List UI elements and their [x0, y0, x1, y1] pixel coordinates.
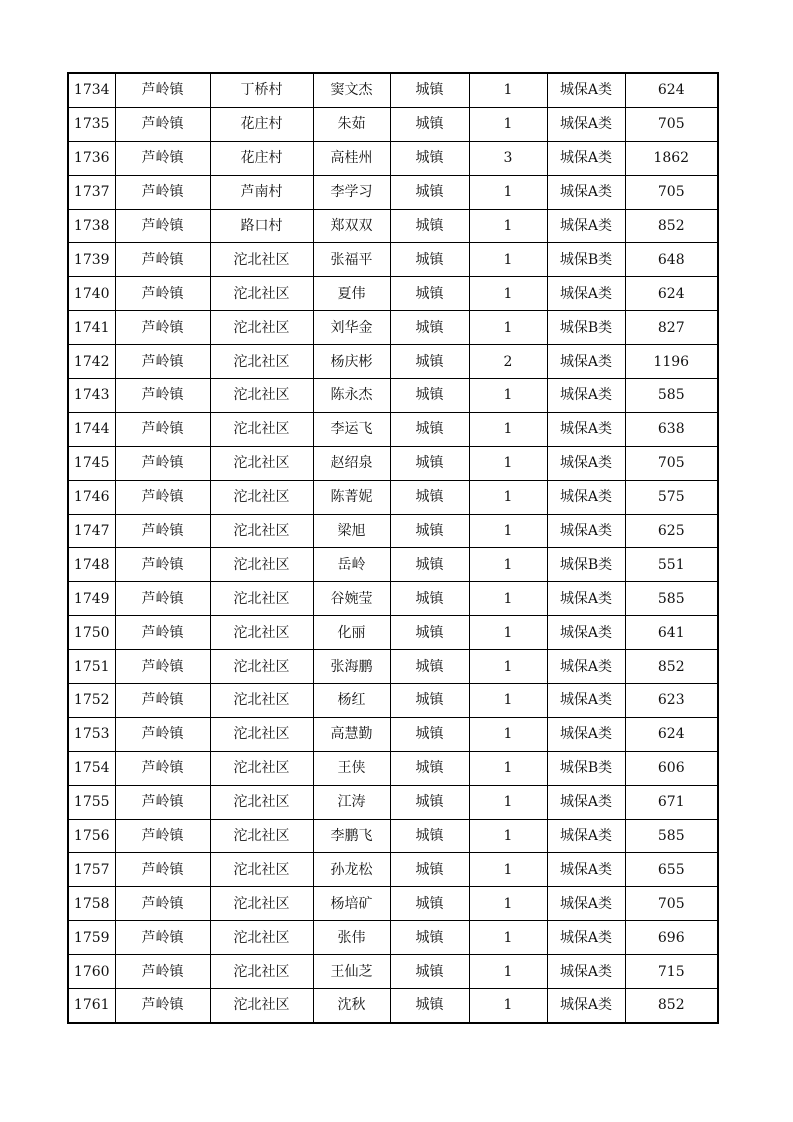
- town-cell: 芦岭镇: [115, 717, 210, 751]
- town-cell: 芦岭镇: [115, 311, 210, 345]
- name-cell: 李学习: [313, 175, 390, 209]
- insurance-category-cell: 城保B类: [547, 243, 625, 277]
- insurance-category-cell: 城保A类: [547, 141, 625, 175]
- village-cell: 花庄村: [210, 141, 313, 175]
- town-cell: 芦岭镇: [115, 955, 210, 989]
- name-cell: 夏伟: [313, 277, 390, 311]
- row-number: 1749: [68, 582, 115, 616]
- amount-cell: 625: [625, 514, 718, 548]
- household-size-cell: 1: [469, 412, 547, 446]
- amount-cell: 585: [625, 582, 718, 616]
- residence-type-cell: 城镇: [390, 73, 469, 107]
- village-cell: 沱北社区: [210, 311, 313, 345]
- table-row: [68, 311, 718, 345]
- residence-type-cell: 城镇: [390, 175, 469, 209]
- village-cell: 沱北社区: [210, 751, 313, 785]
- village-cell: 沱北社区: [210, 887, 313, 921]
- residence-type-cell: 城镇: [390, 379, 469, 413]
- row-number: 1745: [68, 446, 115, 480]
- insurance-category-cell: 城保A类: [547, 446, 625, 480]
- residence-type-cell: 城镇: [390, 277, 469, 311]
- amount-cell: 852: [625, 650, 718, 684]
- row-number: 1739: [68, 243, 115, 277]
- row-number: 1742: [68, 345, 115, 379]
- name-cell: 化丽: [313, 616, 390, 650]
- village-cell: 沱北社区: [210, 514, 313, 548]
- village-cell: 沱北社区: [210, 446, 313, 480]
- insurance-category-cell: 城保A类: [547, 819, 625, 853]
- table-row: [68, 514, 718, 548]
- household-size-cell: 1: [469, 853, 547, 887]
- residence-type-cell: 城镇: [390, 548, 469, 582]
- household-size-cell: 1: [469, 616, 547, 650]
- amount-cell: 827: [625, 311, 718, 345]
- table-row: [68, 650, 718, 684]
- row-number: 1751: [68, 650, 115, 684]
- table-body: [68, 73, 718, 1023]
- village-cell: 沱北社区: [210, 989, 313, 1023]
- row-number: 1754: [68, 751, 115, 785]
- row-number: 1746: [68, 480, 115, 514]
- name-cell: 陈菁妮: [313, 480, 390, 514]
- residence-type-cell: 城镇: [390, 311, 469, 345]
- amount-cell: 575: [625, 480, 718, 514]
- row-number: 1750: [68, 616, 115, 650]
- town-cell: 芦岭镇: [115, 480, 210, 514]
- insurance-category-cell: 城保A类: [547, 717, 625, 751]
- household-size-cell: 1: [469, 751, 547, 785]
- residence-type-cell: 城镇: [390, 819, 469, 853]
- household-size-cell: 1: [469, 955, 547, 989]
- row-number: 1761: [68, 989, 115, 1023]
- insurance-category-cell: 城保A类: [547, 514, 625, 548]
- village-cell: 沱北社区: [210, 785, 313, 819]
- household-size-cell: 1: [469, 446, 547, 480]
- amount-cell: 641: [625, 616, 718, 650]
- insurance-category-cell: 城保B类: [547, 311, 625, 345]
- residence-type-cell: 城镇: [390, 514, 469, 548]
- village-cell: 沱北社区: [210, 853, 313, 887]
- town-cell: 芦岭镇: [115, 277, 210, 311]
- name-cell: 王仙芝: [313, 955, 390, 989]
- village-cell: 沱北社区: [210, 684, 313, 718]
- village-cell: 沱北社区: [210, 717, 313, 751]
- table-row: [68, 853, 718, 887]
- name-cell: 李运飞: [313, 412, 390, 446]
- village-cell: 沱北社区: [210, 243, 313, 277]
- row-number: 1753: [68, 717, 115, 751]
- town-cell: 芦岭镇: [115, 141, 210, 175]
- residence-type-cell: 城镇: [390, 684, 469, 718]
- name-cell: 郑双双: [313, 209, 390, 243]
- town-cell: 芦岭镇: [115, 616, 210, 650]
- table-row: [68, 955, 718, 989]
- table-row: [68, 717, 718, 751]
- table-row: [68, 989, 718, 1023]
- amount-cell: 696: [625, 921, 718, 955]
- name-cell: 高慧勤: [313, 717, 390, 751]
- residence-type-cell: 城镇: [390, 582, 469, 616]
- insurance-category-cell: 城保A类: [547, 480, 625, 514]
- residence-type-cell: 城镇: [390, 107, 469, 141]
- insurance-category-cell: 城保A类: [547, 989, 625, 1023]
- name-cell: 沈秋: [313, 989, 390, 1023]
- name-cell: 岳岭: [313, 548, 390, 582]
- table-row: [68, 243, 718, 277]
- row-number: 1735: [68, 107, 115, 141]
- insurance-category-cell: 城保A类: [547, 616, 625, 650]
- table-row: [68, 921, 718, 955]
- table-row: [68, 412, 718, 446]
- amount-cell: 655: [625, 853, 718, 887]
- table-row: [68, 277, 718, 311]
- row-number: 1740: [68, 277, 115, 311]
- row-number: 1748: [68, 548, 115, 582]
- amount-cell: 624: [625, 277, 718, 311]
- town-cell: 芦岭镇: [115, 751, 210, 785]
- town-cell: 芦岭镇: [115, 887, 210, 921]
- insurance-category-cell: 城保A类: [547, 345, 625, 379]
- row-number: 1737: [68, 175, 115, 209]
- residence-type-cell: 城镇: [390, 412, 469, 446]
- household-size-cell: 1: [469, 379, 547, 413]
- household-size-cell: 1: [469, 887, 547, 921]
- insurance-category-cell: 城保A类: [547, 853, 625, 887]
- table-row: [68, 684, 718, 718]
- household-size-cell: 1: [469, 582, 547, 616]
- town-cell: 芦岭镇: [115, 412, 210, 446]
- residence-type-cell: 城镇: [390, 243, 469, 277]
- amount-cell: 852: [625, 989, 718, 1023]
- row-number: 1759: [68, 921, 115, 955]
- household-size-cell: 1: [469, 514, 547, 548]
- amount-cell: 705: [625, 446, 718, 480]
- town-cell: 芦岭镇: [115, 684, 210, 718]
- residence-type-cell: 城镇: [390, 480, 469, 514]
- table-row: [68, 887, 718, 921]
- name-cell: 高桂州: [313, 141, 390, 175]
- village-cell: 沱北社区: [210, 480, 313, 514]
- residence-type-cell: 城镇: [390, 751, 469, 785]
- household-size-cell: 1: [469, 107, 547, 141]
- name-cell: 梁旭: [313, 514, 390, 548]
- benefit-roster-table: [67, 72, 719, 1024]
- name-cell: 杨庆彬: [313, 345, 390, 379]
- household-size-cell: 1: [469, 209, 547, 243]
- amount-cell: 585: [625, 819, 718, 853]
- amount-cell: 585: [625, 379, 718, 413]
- residence-type-cell: 城镇: [390, 650, 469, 684]
- residence-type-cell: 城镇: [390, 345, 469, 379]
- table-row: [68, 548, 718, 582]
- residence-type-cell: 城镇: [390, 446, 469, 480]
- amount-cell: 606: [625, 751, 718, 785]
- village-cell: 沱北社区: [210, 921, 313, 955]
- village-cell: 沱北社区: [210, 277, 313, 311]
- name-cell: 杨培矿: [313, 887, 390, 921]
- name-cell: 张海鹏: [313, 650, 390, 684]
- town-cell: 芦岭镇: [115, 446, 210, 480]
- insurance-category-cell: 城保A类: [547, 582, 625, 616]
- village-cell: 沱北社区: [210, 412, 313, 446]
- town-cell: 芦岭镇: [115, 548, 210, 582]
- insurance-category-cell: 城保A类: [547, 955, 625, 989]
- household-size-cell: 1: [469, 989, 547, 1023]
- row-number: 1760: [68, 955, 115, 989]
- town-cell: 芦岭镇: [115, 650, 210, 684]
- row-number: 1756: [68, 819, 115, 853]
- household-size-cell: 1: [469, 650, 547, 684]
- insurance-category-cell: 城保A类: [547, 175, 625, 209]
- town-cell: 芦岭镇: [115, 514, 210, 548]
- insurance-category-cell: 城保A类: [547, 209, 625, 243]
- village-cell: 沱北社区: [210, 548, 313, 582]
- residence-type-cell: 城镇: [390, 921, 469, 955]
- town-cell: 芦岭镇: [115, 345, 210, 379]
- table-row: [68, 209, 718, 243]
- amount-cell: 623: [625, 684, 718, 718]
- village-cell: 芦南村: [210, 175, 313, 209]
- residence-type-cell: 城镇: [390, 209, 469, 243]
- residence-type-cell: 城镇: [390, 989, 469, 1023]
- village-cell: 沱北社区: [210, 582, 313, 616]
- insurance-category-cell: 城保A类: [547, 412, 625, 446]
- village-cell: 丁桥村: [210, 73, 313, 107]
- household-size-cell: 1: [469, 717, 547, 751]
- town-cell: 芦岭镇: [115, 853, 210, 887]
- amount-cell: 705: [625, 107, 718, 141]
- table-row: [68, 175, 718, 209]
- insurance-category-cell: 城保A类: [547, 921, 625, 955]
- insurance-category-cell: 城保A类: [547, 107, 625, 141]
- town-cell: 芦岭镇: [115, 989, 210, 1023]
- amount-cell: 852: [625, 209, 718, 243]
- amount-cell: 705: [625, 175, 718, 209]
- row-number: 1747: [68, 514, 115, 548]
- table-row: [68, 107, 718, 141]
- residence-type-cell: 城镇: [390, 955, 469, 989]
- amount-cell: 715: [625, 955, 718, 989]
- insurance-category-cell: 城保B类: [547, 751, 625, 785]
- town-cell: 芦岭镇: [115, 819, 210, 853]
- town-cell: 芦岭镇: [115, 785, 210, 819]
- name-cell: 孙龙松: [313, 853, 390, 887]
- table-row: [68, 345, 718, 379]
- village-cell: 沱北社区: [210, 379, 313, 413]
- household-size-cell: 1: [469, 684, 547, 718]
- row-number: 1741: [68, 311, 115, 345]
- row-number: 1736: [68, 141, 115, 175]
- town-cell: 芦岭镇: [115, 175, 210, 209]
- town-cell: 芦岭镇: [115, 582, 210, 616]
- table-row: [68, 446, 718, 480]
- amount-cell: 624: [625, 73, 718, 107]
- amount-cell: 551: [625, 548, 718, 582]
- residence-type-cell: 城镇: [390, 785, 469, 819]
- insurance-category-cell: 城保A类: [547, 650, 625, 684]
- amount-cell: 1862: [625, 141, 718, 175]
- household-size-cell: 1: [469, 785, 547, 819]
- name-cell: 王侠: [313, 751, 390, 785]
- residence-type-cell: 城镇: [390, 887, 469, 921]
- village-cell: 沱北社区: [210, 616, 313, 650]
- row-number: 1738: [68, 209, 115, 243]
- table-row: [68, 480, 718, 514]
- name-cell: 赵绍泉: [313, 446, 390, 480]
- amount-cell: 1196: [625, 345, 718, 379]
- table-row: [68, 751, 718, 785]
- name-cell: 张福平: [313, 243, 390, 277]
- amount-cell: 648: [625, 243, 718, 277]
- name-cell: 陈永杰: [313, 379, 390, 413]
- town-cell: 芦岭镇: [115, 243, 210, 277]
- amount-cell: 705: [625, 887, 718, 921]
- town-cell: 芦岭镇: [115, 379, 210, 413]
- village-cell: 沱北社区: [210, 650, 313, 684]
- name-cell: 杨红: [313, 684, 390, 718]
- household-size-cell: 3: [469, 141, 547, 175]
- row-number: 1757: [68, 853, 115, 887]
- residence-type-cell: 城镇: [390, 717, 469, 751]
- household-size-cell: 1: [469, 311, 547, 345]
- amount-cell: 624: [625, 717, 718, 751]
- name-cell: 张伟: [313, 921, 390, 955]
- name-cell: 江涛: [313, 785, 390, 819]
- name-cell: 李鹏飞: [313, 819, 390, 853]
- insurance-category-cell: 城保A类: [547, 73, 625, 107]
- household-size-cell: 1: [469, 921, 547, 955]
- residence-type-cell: 城镇: [390, 141, 469, 175]
- amount-cell: 638: [625, 412, 718, 446]
- household-size-cell: 1: [469, 548, 547, 582]
- row-number: 1755: [68, 785, 115, 819]
- village-cell: 路口村: [210, 209, 313, 243]
- table-row: [68, 819, 718, 853]
- row-number: 1752: [68, 684, 115, 718]
- name-cell: 朱茹: [313, 107, 390, 141]
- insurance-category-cell: 城保A类: [547, 684, 625, 718]
- row-number: 1743: [68, 379, 115, 413]
- amount-cell: 671: [625, 785, 718, 819]
- residence-type-cell: 城镇: [390, 853, 469, 887]
- village-cell: 沱北社区: [210, 955, 313, 989]
- row-number: 1744: [68, 412, 115, 446]
- household-size-cell: 1: [469, 480, 547, 514]
- household-size-cell: 2: [469, 345, 547, 379]
- village-cell: 花庄村: [210, 107, 313, 141]
- insurance-category-cell: 城保A类: [547, 277, 625, 311]
- town-cell: 芦岭镇: [115, 921, 210, 955]
- table-row: [68, 141, 718, 175]
- name-cell: 刘华金: [313, 311, 390, 345]
- table-row: [68, 785, 718, 819]
- town-cell: 芦岭镇: [115, 73, 210, 107]
- insurance-category-cell: 城保B类: [547, 548, 625, 582]
- name-cell: 窦文杰: [313, 73, 390, 107]
- insurance-category-cell: 城保A类: [547, 887, 625, 921]
- row-number: 1758: [68, 887, 115, 921]
- household-size-cell: 1: [469, 819, 547, 853]
- village-cell: 沱北社区: [210, 345, 313, 379]
- village-cell: 沱北社区: [210, 819, 313, 853]
- insurance-category-cell: 城保A类: [547, 379, 625, 413]
- table-row: [68, 616, 718, 650]
- town-cell: 芦岭镇: [115, 209, 210, 243]
- table-row: [68, 582, 718, 616]
- table-row: [68, 379, 718, 413]
- residence-type-cell: 城镇: [390, 616, 469, 650]
- table-row: [68, 73, 718, 107]
- household-size-cell: 1: [469, 175, 547, 209]
- name-cell: 谷婉莹: [313, 582, 390, 616]
- household-size-cell: 1: [469, 243, 547, 277]
- row-number: 1734: [68, 73, 115, 107]
- household-size-cell: 1: [469, 277, 547, 311]
- town-cell: 芦岭镇: [115, 107, 210, 141]
- insurance-category-cell: 城保A类: [547, 785, 625, 819]
- household-size-cell: 1: [469, 73, 547, 107]
